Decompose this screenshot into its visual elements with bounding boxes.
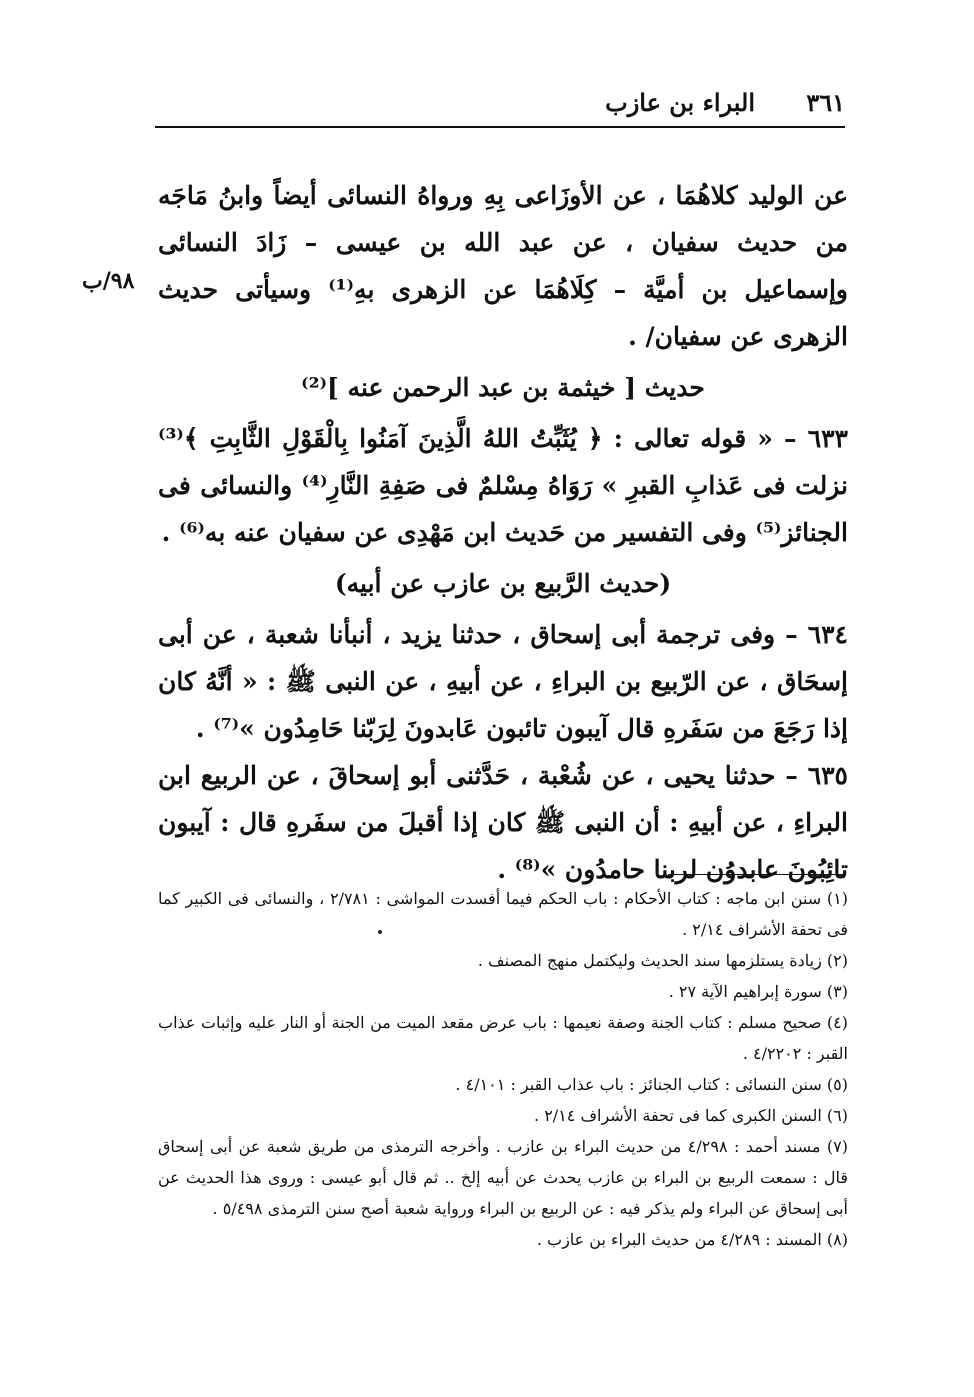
hadith-635: ٦٣٥ – حدثنا يحيى ، عن شُعْبة ، حَدَّثنى أبو إسحاقَ ، عن الربيع ابن البراءِ ، عن أبيهِ : أن النبى ﷺ كان إذا أقبلَ من سفَرهِ قال : آيبون تائِبُونَ عابدوُن لربنا حامدُون »⁽⁸⁾ . (158, 761, 848, 884)
paragraph-continuation: عن الوليد كلاهُمَا ، عن الأوزَاعى بِهِ ورواهُ النسائى أيضاً وابنُ مَاجَه من حديث سفيان ، عن عبد الله بن عيسى – زَادَ النسائى وإسماعيل بن أميَّة – كِلَاهُمَا عن الزهرى بهِ⁽¹⁾ وسيأتى حديث الزهرى عن سفيان/ . (158, 181, 848, 351)
header-rule (155, 126, 845, 128)
page-header (155, 84, 845, 122)
footnote-1: (١) سنن ابن ماجه : كتاب الأحكام : باب الحكم فيما أفسدت المواشى : ٢/٧٨١ ، والنسائى فى الكبير كما فى تحفة الأشراف ٢/١٤ . (158, 889, 848, 939)
footnote-7: (٧) مسند أحمد : ٤/٢٩٨ من حديث البراء بن عازب . وأخرجه الترمذى من طريق شعبة عن أبى إسحاق قال : سمعت الربيع بن البراء بن عازب يحدث عن أبيه إلخ .. ثم قال أبو عيسى : وروى هذا الحديث عن أبى إسحاق عن البراء ولم يذكر فيه : عن الربيع بن البراء ورواية شعبة أصح سنن الترمذى ٥/٤٩٨ . (158, 1137, 848, 1218)
footnote-6: (٦) السنن الكبرى كما فى تحفة الأشراف ٢/١٤ . (534, 1106, 848, 1125)
running-title: البراء بن عازب (605, 88, 755, 117)
footnote-4: (٤) صحيح مسلم : كتاب الجنة وصفة نعيمها : باب عرض مقعد الميت من الجنة أو النار عليه وإثبات عذاب القبر : ٤/٢٢٠٢ . (158, 1013, 848, 1063)
footnote-2: (٢) زيادة يستلزمها سند الحديث وليكتمل منهج المصنف . (477, 951, 848, 970)
hadith-633: ٦٣٣ – « قوله تعالى : ﴿ يُثَبِّتُ اللهُ الَّذِينَ آمَنُوا بِالْقَوْلِ الثَّابِتِ ﴾⁽³⁾ نزلت فى عَذابِ القبرِ » رَوَاهُ مِسْلمٌ فى صَفِةِ النَّارِ⁽⁴⁾ والنسائى فى الجنائز⁽⁵⁾ وفى التفسير من حَديث ابن مَهْدِى عن سفيان عنه به⁽⁶⁾ . (158, 424, 848, 547)
print-speck (378, 930, 382, 934)
hadith-634: ٦٣٤ – وفى ترجمة أبى إسحاق ، حدثنا يزيد ، أنبأنا شعبة ، عن أبى إسحَاق ، عن الرّبيع بن البراءِ ، عن أبيهِ ، عن النبى ﷺ : « أنَّهُ كان إذا رَجَعَ من سَفَرهِ قال آيبون تائبون عَابدونَ لِرَبّنا حَامِدُون »⁽⁷⁾ . (158, 620, 848, 743)
footnotes (158, 883, 848, 1255)
footnote-8: (٨) المسند : ٤/٢٨٩ من حديث البراء بن عازب . (536, 1230, 848, 1249)
margin-folio-note: ٩٨/ب (82, 268, 135, 294)
footnote-5: (٥) سنن النسائى : كتاب الجنائز : باب عذاب القبر : ٤/١٠١ . (455, 1075, 848, 1094)
section-heading-rabi: (حديث الرَّبيع بن عازب عن أبيه) (334, 569, 672, 598)
section-heading-khaythama: حديث [ خيثمة بن عبد الرحمن عنه ]⁽²⁾ (301, 373, 705, 402)
main-text (158, 172, 848, 893)
footnote-3: (٣) سورة إبراهيم الآية ٢٧ . (668, 982, 848, 1001)
page-number: ٣٦١ (806, 88, 845, 117)
footnote-separator (668, 874, 846, 875)
